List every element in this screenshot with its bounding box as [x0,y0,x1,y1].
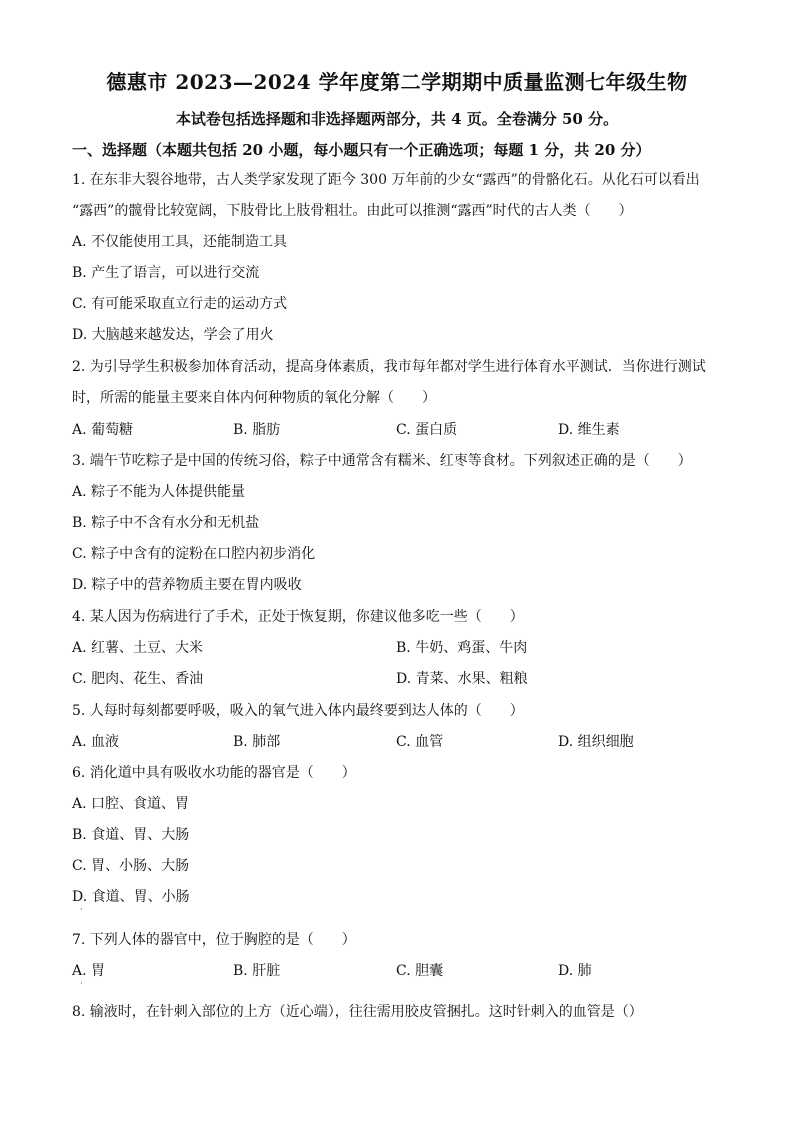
question-1-line-2: “露西”的髋骨比较宽阔，下肢骨比上肢骨粗壮。由此可以推测“露西”时代的古人类（ ） [72,203,633,219]
question-6-option-d: D. 食道、胃、小肠 [72,889,190,905]
scan-dot: · [80,979,83,989]
question-3-option-a: A. 粽子不能为人体提供能量 [72,484,246,500]
question-2-line-1: 2. 为引导学生积极参加体育活动，提高身体素质，我市每年都对学生进行体育水平测试．当你进行测试 [72,359,706,375]
question-1-option-d: D. 大脑越来越发达，学会了用火 [72,327,274,343]
question-3-option-c: C. 粽子中含有的淀粉在口腔内初步消化 [72,546,316,562]
question-5-line-1: 5. 人每时每刻都要呼吸，吸入的氧气进入体内最终要到达人体的（ ） [72,703,524,719]
question-1-option-a: A. 不仅能使用工具，还能制造工具 [72,234,288,250]
question-7-option-c: C. 胆囊 [396,963,444,979]
question-4-option-c: C. 肥肉、花生、香油 [72,671,204,687]
question-6-option-b: B. 食道、胃、大肠 [72,827,190,843]
question-5-option-a: A. 血液 [72,734,120,750]
question-4-option-a: A. 红薯、土豆、大米 [72,640,204,656]
question-1-option-c: C. 有可能采取直立行走的运动方式 [72,296,288,312]
question-7-option-a: A. 胃 [72,963,106,979]
question-7-option-b: B. 肝脏 [233,963,281,979]
scan-dot: · [80,905,83,915]
section-title: 一、选择题（本题共包括 20 小题，每小题只有一个正确选项；每题 1 分，共 20 分） [72,141,651,159]
question-3-option-b: B. 粽子中不含有水分和无机盐 [72,515,260,531]
exam-title: 德惠市 2023—2024 学年度第二学期期中质量监测七年级生物 [106,70,688,94]
question-6-option-a: A. 口腔、食道、胃 [72,796,190,812]
question-8-line-1: 8. 输液时，在针刺入部位的上方（近心端），往往需用胶皮管捆扎。这时针刺入的血管是（） [72,1004,643,1020]
question-7-option-d: D. 肺 [558,963,592,979]
question-2-option-a: A. 葡萄糖 [72,422,134,438]
question-6-line-1: 6. 消化道中具有吸收水功能的器官是（ ） [72,765,356,781]
question-7-line-1: 7. 下列人体的器官中，位于胸腔的是（ ） [72,932,356,948]
question-3-option-d: D. 粽子中的营养物质主要在胃内吸收 [72,577,302,593]
question-5-option-d: D. 组织细胞 [558,734,634,750]
question-2-option-d: D. 维生素 [558,422,620,438]
question-4-option-d: D. 青菜、水果、粗粮 [396,671,528,687]
question-4-option-b: B. 牛奶、鸡蛋、牛肉 [396,640,528,656]
exam-subtitle: 本试卷包括选择题和非选择题两部分，共 4 页。全卷满分 50 分。 [175,110,619,128]
question-5-option-b: B. 肺部 [233,734,281,750]
question-5-option-c: C. 血管 [396,734,444,750]
question-6-option-c: C. 胃、小肠、大肠 [72,858,190,874]
question-2-option-c: C. 蛋白质 [396,422,458,438]
question-3-line-1: 3. 端午节吃粽子是中国的传统习俗，粽子中通常含有糯米、红枣等食材。下列叙述正确的是（ ） [72,453,692,469]
question-2-line-2: 时，所需的能量主要来自体内何种物质的氧化分解（ ） [72,390,436,406]
question-4-line-1: 4. 某人因为伤病进行了手术，正处于恢复期，你建议他多吃一些（ ） [72,609,524,625]
question-1-option-b: B. 产生了语言，可以进行交流 [72,265,260,281]
question-1-line-1: 1. 在东非大裂谷地带，古人类学家发现了距今 300 万年前的少女“露西”的骨骼化石。从化石可以看出 [72,172,700,188]
question-2-option-b: B. 脂肪 [233,422,281,438]
